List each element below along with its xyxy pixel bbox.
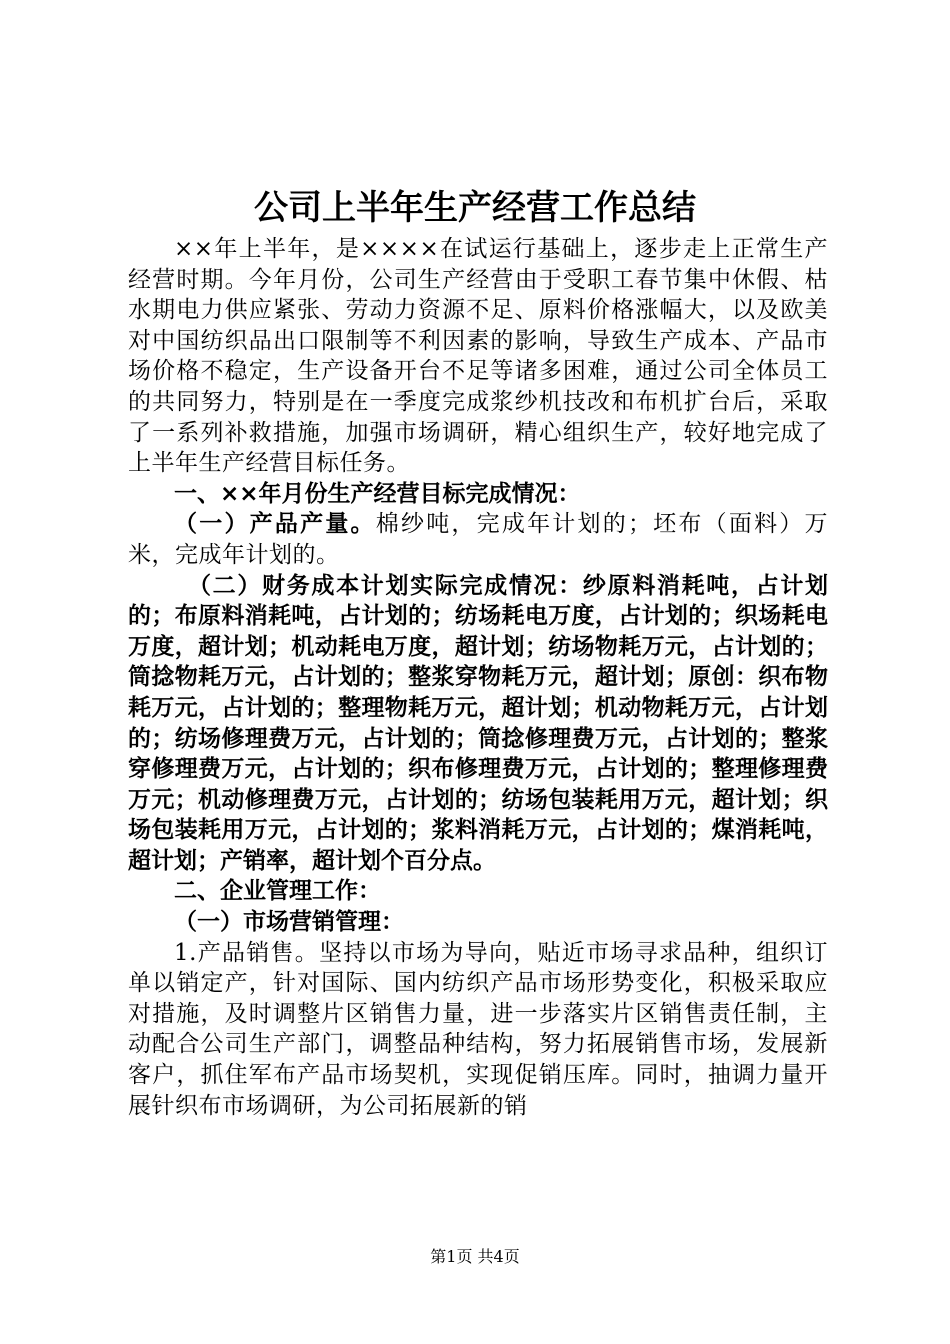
item1-text: 棉纱吨，完成年计划的；坯布（面料）万米，完成年计划的。 bbox=[128, 511, 829, 568]
item2-paragraph: （二）财务成本计划实际完成情况：纱原料消耗吨，占计划的；布原料消耗吨，占计划的；纺场耗电万度，占计划的；织场耗电万度，超计划；机动耗电万度，超计划；纺场物耗万元，占计划的；筒捻物耗万元，占计划的；整浆穿物耗万元，超计划；原创：织布物耗万元，占计划的；整理物耗万元，超计划；机动物耗万元，占计划的；纺场修理费万元，占计划的；筒捻修理费万元，占计划的；整浆穿修理费万元，占计划的；织布修理费万元，占计划的；整理修理费万元；机动修理费万元，占计划的；纺场包装耗用万元，超计划；织场包装耗用万元，占计划的；浆料消耗万元，占计划的；煤消耗吨，超计划；产销率，超计划个百分点。 bbox=[128, 572, 828, 874]
section1-heading: 一、××年月份生产经营目标完成情况： bbox=[174, 480, 581, 507]
item1-paragraph bbox=[128, 509, 828, 570]
intro-paragraph: ××年上半年，是××××在试运行基础上，逐步走上正常生产经营时期。今年月份，公司生产经营由于受职工春节集中休假、枯水期电力供应紧张、劳动力资源不足、原料价格涨幅大，以及欧美对中国纺织品出口限制等不利因素的影响，导致生产成本、产品市场价格不稳定，生产设备开台不足等诸多困难，通过公司全体员工的共同努力，特别是在一季度完成浆纱机技改和布机扩台后，采取了一系列补救措施，加强市场调研，精心组织生产，较好地完成了上半年生产经营目标任务。 bbox=[128, 236, 828, 477]
section2-heading: 二、企业管理工作： bbox=[174, 878, 381, 905]
page-number: 第1页 共4页 bbox=[430, 1247, 520, 1266]
item1-label: （一）产品产量。 bbox=[174, 511, 376, 538]
document-title: 公司上半年生产经营工作总结 bbox=[254, 188, 696, 228]
sub1-heading: （一）市场营销管理： bbox=[174, 909, 404, 936]
document-body bbox=[128, 234, 828, 1121]
point1-paragraph: 1.产品销售。坚持以市场为导向，贴近市场寻求品种，组织订单以销定产，针对国际、国内纺织产品市场形势变化，积极采取应对措施，及时调整片区销售力量，进一步落实片区销售责任制，主动配合公司生产部门，调整品种结构，努力拓展销售市场，发展新客户，抓住军布产品市场契机，实现促销压库。同时，抽调力量开展针织布市场调研，为公司拓展新的销 bbox=[128, 939, 828, 1119]
